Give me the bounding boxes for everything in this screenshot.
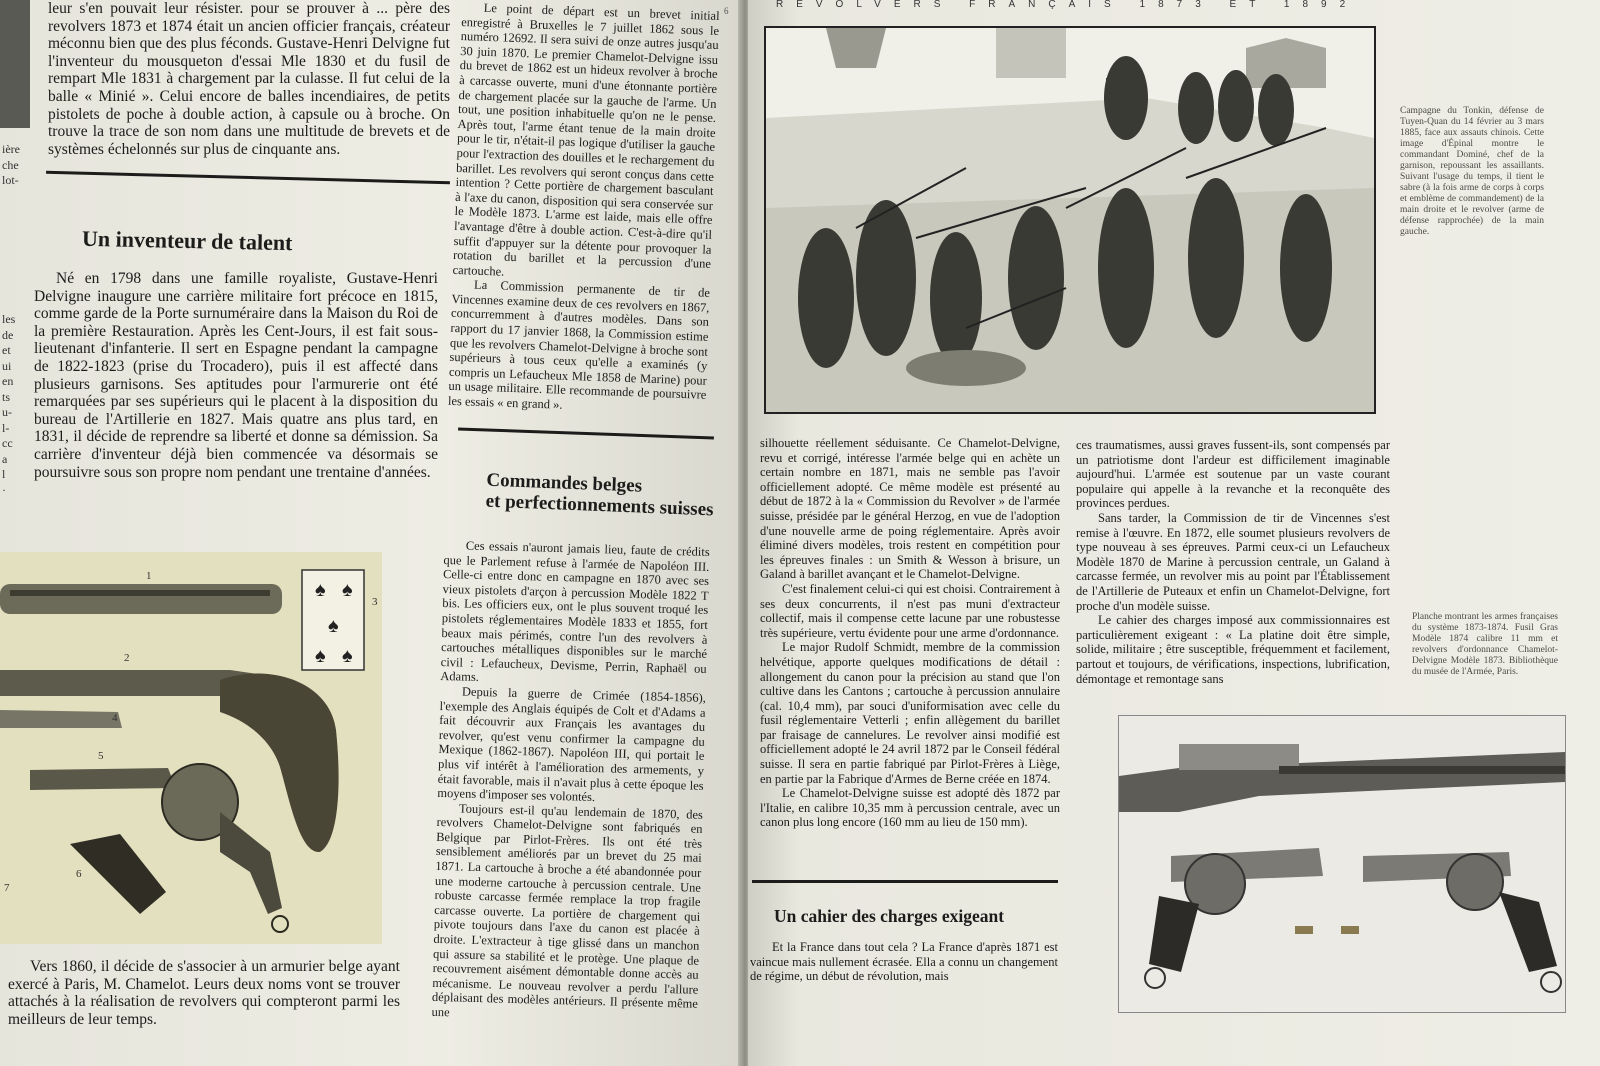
commission-text: La Commission permanente de tir de Vincennes examine deux de ces revolvers en 1867, concurremment à d'autres modèles. Dans son rapport du 17 janvier 1868, la Commission estime que les revolvers Chamelot-Delvigne à broche sont supérieurs à tous ceux qu'elle a examinés (y compris un Lefaucheux Mle 1858 de Marine) pour un usage militaire. Elle recommande de poursuivre les essais « en grand ». bbox=[447, 277, 711, 412]
revolver-right-cylinder bbox=[1447, 854, 1503, 910]
running-head: REVOLVERS FRANÇAIS 1873 ET 1892 bbox=[776, 0, 1359, 10]
margin-fragment: u- bbox=[2, 405, 12, 419]
svg-text:♠: ♠ bbox=[315, 579, 326, 601]
vincennes-text: Sans tarder, la Commission de tir de Vincennes s'est remise à l'œuvre. En 1872, elle soumet plusieurs revolvers de type nouveau à ses épreuves. Parmi ceux-ci un Lefaucheux Modèle 1870 de Marine à percussion centrale, un Galand à carcasse fermée, un revolver mis au point par l'Établissement de l'Artillerie de Puteaux et enfin un Chamelot-Delvigne, fort proche d'un modèle suisse. bbox=[1076, 510, 1390, 613]
section-rule-3 bbox=[752, 880, 1058, 883]
left-margin-fragments-2 bbox=[2, 312, 15, 498]
margin-fragment: et bbox=[2, 343, 11, 357]
left-edge-photo-strip bbox=[0, 0, 30, 128]
plate-label-4: 4 bbox=[112, 712, 118, 724]
plate-label-3: 3 bbox=[372, 596, 378, 608]
rifle-barrel-1 bbox=[0, 584, 282, 614]
margin-fragment: l- bbox=[2, 420, 10, 435]
svg-text:♠: ♠ bbox=[328, 615, 339, 637]
section-heading-commandes bbox=[485, 470, 714, 521]
margin-fragment: che bbox=[2, 157, 19, 172]
left-page bbox=[0, 0, 740, 1066]
choice-text: C'est finalement celui-ci qui est choisi. Contrairement à ses deux concurrents, il n'est pas muni d'extracteur collectif, mais il compense cette lacune par une robustesse très supérieure, vertu évidente pour une arme d'ordonnance. bbox=[760, 581, 1060, 640]
pistol-4 bbox=[0, 710, 122, 728]
inventeur-text: Né en 1798 dans une famille royaliste, Gustave-Henri Delvigne inaugure une carrière militaire fort précoce en 1815, comme garde de la Porte surnuméraire dans la Maison du Roi de la première Restauration. Après les Cent-Jours, il est fait sous-lieutenant d'infanterie. Il sert en Espagne pendant la campagne de 1822-1823 (prise du Trocadero), puis il est affecté dans plusieurs garnisons. Ses aptitudes pour l'armurerie ont été remarquées par ses supérieurs qui le placent à la disposition du bureau de l'Artillerie en 1827. Mais quatre ans plus tard, en 1831, il décide de reprendre sa liberté et donne sa démission. Sa carrière d'inventeur déjà bien commencée va désormais se poursuivre sous son propre nom pendant une trentaine d'années. bbox=[34, 270, 438, 481]
margin-fragment: a bbox=[2, 451, 8, 466]
commandes-text-b: Depuis la guerre de Crimée (1854-1856), l'exemple des Anglais équipés de Colt et d'Adams a fait découvrir aux Français les avantages du revolver, qu'est venu confirmer la campagne du Mexique (1862-1867). Napoléon III, qui portait le plus vif intérêt à l'amélioration des armements, y était favorable, mais il n'avait plus à cette époque les moyens d'imposer ses volontés. bbox=[437, 684, 707, 805]
margin-fragment: ière bbox=[2, 142, 20, 156]
gras-rifle-revolvers-photo bbox=[1118, 715, 1566, 1013]
svg-text:♠: ♠ bbox=[315, 645, 326, 667]
margin-fragment: l bbox=[2, 467, 6, 481]
schmidt-text: Le major Rudolf Schmidt, membre de la commission helvétique, apporte quelques modifications de détail : allongement du canon pour la précision au stand que l'on cultive dans les Cantons ; cartouche à percussion annulaire (cal. 10,4 mm), par souci d'uniformisation avec celle du fusil réglementaire Vetterli ; enfin allègement du barillet par fraisage de cannelures. Le revolver ainsi modifié est officiellement adopté le 24 avril 1872 par le Conseil fédéral suisse. Il sera en partie fabriqué par Pirlot-Frères à Liège, en partie par la Fabrique d'Armes de Berne créée en 1874. bbox=[760, 640, 1060, 786]
intro-text: leur s'en pouvait leur résister. pour se prouver à ... père des revolvers 1873 et 1874 était un ancien officier français, créateur méconnu bien que des plus féconds. Gustave-Henri Delvigne fut l'inventeur du mousqueton d'essai Mle 1830 et du fusil de rempart Mle 1831 à chargement par la culasse. Il fut celui de la balle « Minié ». Celui encore de balles incendiaires, de petits pistolets de poche à double action, à capsule ou à broche. On trouve la trace de son nom dans une multitude de brevets et de systèmes échelonnés sur plus de cinquante ans. bbox=[48, 0, 450, 158]
inventeur-paragraph bbox=[34, 270, 438, 540]
margin-fragment: de bbox=[2, 327, 14, 342]
right-column-a bbox=[760, 436, 1060, 884]
margin-fragment: cc bbox=[2, 436, 13, 450]
margin-fragment: les bbox=[2, 312, 16, 326]
rifle-revolvers-image bbox=[1119, 716, 1565, 1012]
left-margin-fragments bbox=[2, 142, 20, 189]
margin-fragment: · bbox=[2, 482, 6, 497]
commandes-text-a: Ces essais n'auront jamais lieu, faute de crédits que le Parlement refuse à l'armée de Napoléon III. Celle-ci entre donc en campagne en 1870 avec ses vieux pistolets d'arçon à percussion Modèle 1822 T bis. Les officiers eux, ont le plus souvent troqué les pistolets réglementaires Modèle 1833 et 1855, fort beaux mais périmés, contre l'un des revolvers à cartouches métalliques disponibles sur le marché civil : Lefaucheux, Devisme, Perrin, Raphaël ou Adams. bbox=[440, 538, 710, 685]
section-heading-inventeur: Un inventeur de talent bbox=[81, 225, 293, 256]
caption-planche: Planche montrant les armes françaises du système 1873-1874. Fusil Gras Modèle 1874 calibre 11 mm et revolvers d'ordonnance Chamelot-Delvigne Modèle 1873. Bibliothèque du musée de l'Armée, Paris. bbox=[1412, 612, 1558, 677]
italy-text: Le Chamelot-Delvigne suisse est adopté dès 1872 par l'Italie, en calibre 10,35 mm à percussion centrale, avec un canon plus long encore (160 mm au lieu de 150 mm). bbox=[760, 786, 1060, 830]
revolver-5-barrel bbox=[30, 768, 176, 790]
heading-line-1: Commandes belges bbox=[486, 469, 643, 497]
margin-fragment: en bbox=[2, 374, 14, 388]
chamelot-paragraph bbox=[8, 958, 400, 1066]
brevet-column bbox=[447, 0, 720, 441]
plate-label-7: 7 bbox=[4, 882, 10, 894]
plate-label-5: 5 bbox=[98, 750, 104, 762]
revolvers-engraving-plate bbox=[0, 552, 382, 944]
margin-fragment: lot- bbox=[2, 173, 19, 187]
brevet-text: Le point de départ est un brevet initial enregistré à Bruxelles le 7 juillet 1862 sous le numéro 12692. Il sera suivi de onze autres jusqu'au 30 juin 1870. Le premier Chamelot-Delvigne issu du brevet de 1862 est un hideux revolver à broche à carcasse ouverte, muni d'une étonnante portière de chargement placée sur la gauche de l'arme. Un tout, une position inhabituelle qu'on ne le pense. Après tout, l'arme étant tenue de la main droite pour le tir, n'était-il pas logique d'utiliser la gauche pour l'extraction des douilles et le rechargement du barillet. Les revolvers qui seront conçus dans cette intention ? Cette portière de chargement basculant à l'axe du canon, disposition qui sera conservée sur le Modèle 1873. L'arme est laide, mais elle offre l'avantage d'être à double action. C'est-à-dire qu'il suffit d'appuyer sur la détente pour provoquer la rotation du barillet et la percussion d'une cartouche. bbox=[452, 0, 720, 279]
charges-text: Le cahier des charges imposé aux commissionnaires est particulièrement exigeant : « La platine doit être simple, solide, militaire ; être susceptible, fréquemment et facilement, partout et toujours, de vérifications, inspections, lubrification, démontage et remontage sans bbox=[1076, 613, 1390, 686]
chamelot-text: Vers 1860, il décide de s'associer à un armurier belge ayant exercé à Paris, M. Chamelot. Leurs deux noms vont se trouver attachés à la réalisation de revolvers qui compteront parmi les meilleurs de leur temps. bbox=[8, 958, 400, 1028]
margin-fragment: ui bbox=[2, 358, 12, 373]
intro-paragraph bbox=[48, 0, 450, 198]
adoption-text: silhouette réellement séduisante. Ce Chamelot-Delvigne, revu et corrigé, intéresse l'armée belge qui en achète un certain nombre en 1871, mais ne semble pas l'avoir officiellement adopté. Ce même modèle est présenté au début de 1872 à la « Commission du Revolver » de l'armée suisse, présidée par le général Herzog, en vue de l'adoption d'une nouvelle arme de poing réglementaire. Après avoir éliminé divers modèles, trois restent en compétition pour les épreuves finales : un Smith & Wesson à brisure, un Galand à barillet avançant et le Chamelot-Delvigne. bbox=[760, 436, 1060, 582]
cartridge-2 bbox=[1341, 926, 1359, 934]
patriotism-text: ces traumatismes, aussi graves fussent-ils, sont compensés par un patriotisme dont l'ardeur est difficilement imaginable aujourd'hui. L'armée est soutenue par un vaste courant populaire qui appelle à la revanche et la reconquête des provinces perdues. bbox=[1076, 438, 1390, 511]
heading-line-2: et perfectionnements suisses bbox=[485, 490, 714, 521]
france-text: Et la France dans tout cela ? La France d'après 1871 est vaincue mais nullement écrasée. Ella a connu un changement de régime, un début de révolution, mais bbox=[750, 940, 1058, 984]
section-heading-cahier: Un cahier des charges exigeant bbox=[774, 906, 1005, 926]
page-number: 6 bbox=[724, 6, 729, 16]
revolvers-engraving bbox=[0, 552, 382, 944]
commandes-column bbox=[430, 538, 710, 1066]
commandes-text-c: Toujours est-il qu'au lendemain de 1870, des revolvers Chamelot-Delvigne sont fabriqués en Belgique par Pirlot-Frères. Ils ont été très sensiblement améliorés par un brevet du 25 mai 1871. La cartouche à broche a été abandonnée pour une moderne cartouche à percussion centrale. Une robuste carcasse fermée remplace la trop fragile carcasse ouverte. La portière de chargement qui pivote toujours dans l'axe du canon est placée à droite. L'extracteur à tige glissé dans un manchon qui assure sa stabilité et le protège. Une plaque de recouvrement aisément démontable donne accès au mécanisme. Le nouveau revolver a perdu l'allure déplaisant des modèles antérieurs. Il présente même une bbox=[431, 801, 704, 1020]
plate-label-2: 2 bbox=[124, 652, 130, 664]
svg-text:♠: ♠ bbox=[342, 579, 353, 601]
margin-fragment: ts bbox=[2, 389, 11, 404]
plate-label-6: 6 bbox=[76, 868, 82, 880]
caption-tonkin: Campagne du Tonkin, défense de Tuyen-Quan du 14 février au 3 mars 1885, face aux assauts chinois. Cette image d'Épinal montre le commandant Dominé, chef de la garnison, repoussant les assaillants. Suivant l'usage du temps, il tient le sabre (à la fois arme de corps à corps et emblème de commandement) de la main droite et le revolver (arme de défense rapprochée) de la main gauche. bbox=[1400, 106, 1544, 237]
tonkin-battle-illustration bbox=[764, 26, 1376, 414]
battle-engraving bbox=[766, 28, 1374, 412]
cartridge-1 bbox=[1295, 926, 1313, 934]
plate-label-1: 1 bbox=[146, 570, 152, 582]
cahier-intro bbox=[750, 940, 1058, 1010]
right-column-b bbox=[1076, 438, 1390, 708]
svg-text:♠: ♠ bbox=[342, 645, 353, 667]
